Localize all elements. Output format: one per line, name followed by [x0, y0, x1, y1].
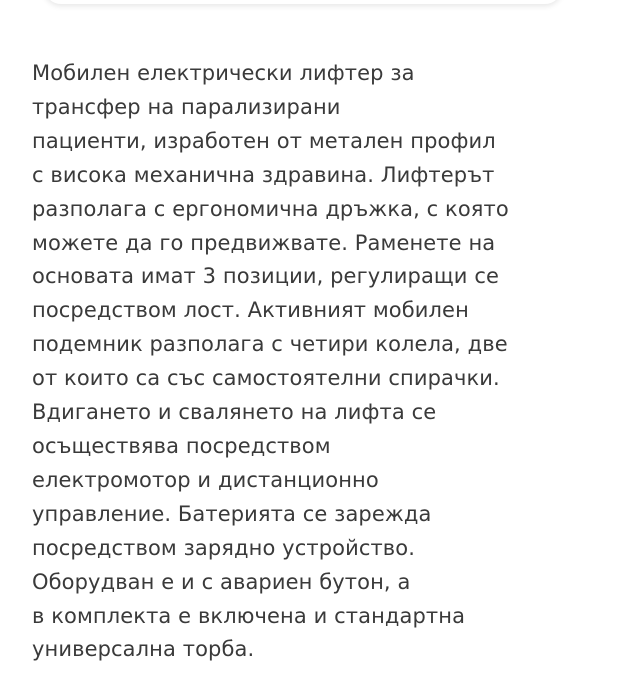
description-line: основата имат 3 позиции, регулиращи се	[32, 264, 499, 289]
description-line: електромотор и дистанционно	[32, 467, 379, 492]
description-line: посредством лост. Активният мобилен	[32, 298, 469, 323]
description-line: универсална торба.	[32, 637, 255, 662]
description-line: посредством зарядно устройство.	[32, 535, 415, 560]
description-line: с висока механична здравина. Лифтерът	[32, 162, 495, 187]
description-line: от които са със самостоятелни спирачки.	[32, 366, 500, 391]
description-line: в комплекта е включена и стандартна	[32, 603, 466, 628]
description-line: осъществява посредством	[32, 433, 331, 458]
description-line: подемник разполага с четири колела, две	[32, 332, 508, 357]
description-line: управление. Батерията се зарежда	[32, 501, 432, 526]
description-line: разполага с ергономична дръжка, с която	[32, 196, 509, 221]
description-line: Вдигането и свалянето на лифта се	[32, 400, 437, 425]
description-line: трансфер на парализирани	[32, 94, 341, 119]
description-line: можете да го предвижвате. Рамeнете на	[32, 230, 496, 255]
product-description	[32, 57, 592, 667]
description-line: Мобилен електрически лифтер за	[32, 61, 415, 85]
description-line: Оборудван е и с авариен бутон, а	[32, 569, 411, 594]
description-line: пациенти, изработен от метален профил	[32, 128, 496, 153]
top-card-edge	[44, 0, 562, 4]
